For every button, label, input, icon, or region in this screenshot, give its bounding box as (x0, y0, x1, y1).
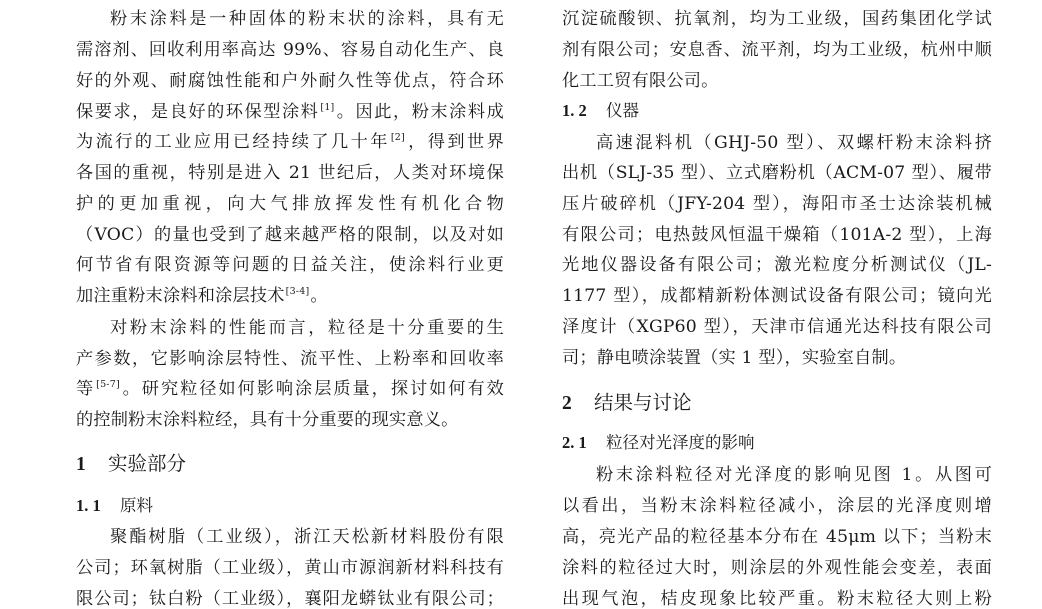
subsection-number: 1. 2 (562, 101, 587, 120)
text-line: 有限公司；电热鼓风恒温干燥箱（101A-2 型），上海 (562, 225, 992, 245)
text-line: 化工工贸有限公司。 (562, 71, 719, 91)
text-line: 产参数，它影响涂层特性、流平性、上粉率和回收率 (76, 349, 504, 369)
text-line: 限公司；钛白粉（工业级），襄阳龙蟒钛业有限公司； (76, 589, 504, 609)
text-line: 聚酯树脂（工业级），浙江天松新材料股份有限 (110, 527, 504, 547)
text-line: 以看出，当粉末涂料粒径减小，涂层的光泽度则增 (562, 496, 992, 516)
text-line: 出现气泡，桔皮现象比较严重。粉末粒径大则上粉 (562, 589, 992, 609)
text-line (76, 286, 504, 309)
text-run: 。因此，粉末涂料成 (335, 102, 504, 122)
citation: [5-7] (96, 379, 120, 390)
text-line: 好的外观、耐腐蚀性能和户外耐久性等优点，符合环 (76, 71, 504, 91)
text-line: 沉淀硫酸钡、抗氧剂，均为工业级，国药集团化学试 (562, 9, 992, 29)
text-line: （VOC）的量也受到了越来越严格的限制，以及对如 (76, 225, 504, 245)
subsection-title: 原料 (120, 496, 153, 515)
text-line: 光地仪器设备有限公司；激光粒度分析测试仪（JL- (562, 255, 992, 275)
text-line: 护的更加重视，向大气排放挥发性有机化合物 (76, 194, 504, 214)
subsection-heading (562, 101, 639, 121)
text-line: 各国的重视，特别是进入 21 世纪后，人类对环境保 (76, 163, 504, 183)
text-line: 需溶剂、回收利用率高达 99%、容易自动化生产、良 (76, 40, 504, 60)
text-line: 何节省有限资源等问题的日益关注，使涂料行业更 (76, 255, 504, 275)
subsection-number: 2. 1 (562, 433, 587, 452)
text-line (76, 102, 504, 125)
section-title: 实验部分 (108, 452, 187, 475)
section-number: 1 (76, 454, 86, 475)
text-line (76, 379, 504, 402)
citation: [1] (320, 102, 335, 113)
text-run: 。研究粒径如何影响涂层质量，探讨如何有效 (120, 379, 504, 399)
text-line (76, 132, 504, 155)
text-run: 。 (310, 286, 328, 306)
text-line: 司；静电喷涂装置（实 1 型），实验室自制。 (562, 348, 907, 368)
text-line: 高，亮光产品的粒径基本分布在 45μm 以下；当粉末 (562, 527, 992, 547)
text-line: 公司；环氧树脂（工业级），黄山市源润新材料科技有 (76, 558, 504, 578)
citation: [3-4] (285, 286, 310, 297)
text-line: 1177 型），成都精新粉体测试设备有限公司；镜向光 (562, 286, 992, 306)
text-line: 剂有限公司；安息香、流平剂，均为工业级，杭州中顺 (562, 40, 992, 60)
text-line: 高速混料机（GHJ-50 型）、双螺杆粉末涂料挤 (596, 133, 992, 153)
text-line: 粉末涂料是一种固体的粉末状的涂料，具有无 (110, 9, 504, 29)
text-run: ，得到世界 (405, 132, 504, 152)
text-line: 粉末涂料粒径对光泽度的影响见图 1。从图可 (596, 465, 992, 485)
text-run: 加注重粉末涂料和涂层技术 (76, 286, 285, 306)
text-line: 涂料的粒径过大时，则涂层的外观性能会变差，表面 (562, 558, 992, 578)
citation: [2] (390, 132, 405, 143)
text-line: 出机（SLJ-35 型）、立式磨粉机（ACM-07 型）、履带 (562, 163, 992, 183)
text-line: 泽度计（XGP60 型），天津市信通光达科技有限公司 (562, 317, 992, 337)
subsection-title: 粒径对光泽度的影响 (606, 433, 755, 452)
section-heading (76, 453, 186, 476)
text-line: 压片破碎机（JFY-204 型），海阳市圣士达涂装机械 (562, 194, 992, 214)
section-number: 2 (562, 393, 572, 414)
subsection-heading (562, 433, 755, 453)
text-line: 的控制粉末涂料粒经，具有十分重要的现实意义。 (76, 410, 459, 430)
text-run: 保要求，是良好的环保型涂料 (76, 102, 320, 122)
text-run: 等 (76, 379, 96, 399)
text-line: 对粉末涂料的性能而言，粒径是十分重要的生 (110, 318, 504, 338)
subsection-title: 仪器 (606, 101, 639, 120)
subsection-number: 1. 1 (76, 496, 101, 515)
section-heading (562, 392, 692, 415)
text-run: 为流行的工业应用已经持续了几十年 (76, 132, 390, 152)
section-title: 结果与讨论 (594, 391, 692, 414)
subsection-heading (76, 496, 153, 516)
